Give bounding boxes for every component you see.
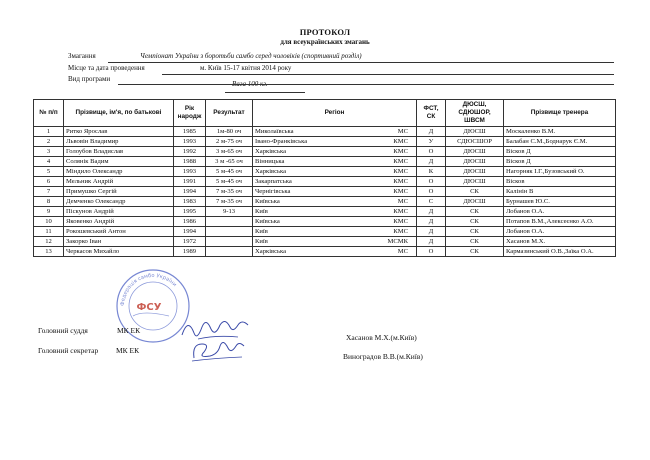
cell-school: СК	[446, 227, 504, 237]
cell-athlete-name: Ритко Ярослав	[64, 127, 174, 137]
sport-rank: КМС	[393, 207, 408, 215]
cell-fst: Д	[417, 237, 446, 247]
cell-athlete-name: Львовін Владимир	[64, 137, 174, 147]
cell-fst: С	[417, 197, 446, 207]
sport-rank: КМС	[393, 167, 408, 175]
cell-row-number: 11	[34, 227, 64, 237]
sport-rank: КМС	[393, 187, 408, 195]
cell-coach: Потапов В.М.,Алексеєнко А.О.	[504, 217, 616, 227]
cell-result	[206, 247, 253, 257]
weight-underline	[225, 92, 305, 93]
cell-birth-year: 1986	[174, 217, 206, 227]
program-underline	[118, 84, 614, 85]
region-name: Вінницька	[255, 157, 285, 165]
place-row	[68, 64, 292, 73]
cell-row-number: 2	[34, 137, 64, 147]
cell-birth-year: 1983	[174, 197, 206, 207]
place-value: м. Київ 15-17 квітня 2014 року	[200, 64, 292, 72]
program-value: Вага 100 кг.	[232, 80, 268, 88]
cell-result: 5 м-45 оч	[206, 177, 253, 187]
region-name: Київ	[255, 207, 268, 215]
cell-athlete-name: Демченко Олександр	[64, 197, 174, 207]
cell-result: 9-13	[206, 207, 253, 217]
competition-label: Змагання	[68, 52, 96, 60]
cell-birth-year: 1972	[174, 237, 206, 247]
cell-school: СК	[446, 207, 504, 217]
cell-row-number: 7	[34, 187, 64, 197]
table-row	[34, 127, 616, 137]
cell-birth-year: 1993	[174, 167, 206, 177]
program-label: Вид програми	[68, 75, 111, 83]
cell-school: ДЮСШ	[446, 177, 504, 187]
sport-rank: МС	[397, 197, 408, 205]
cell-coach: Лобанов О.А.	[504, 227, 616, 237]
region-name: Закарпатська	[255, 177, 292, 185]
cell-birth-year: 1994	[174, 187, 206, 197]
cell-result: 7 м-35 оч	[206, 187, 253, 197]
cell-coach: Кармазинський О.В.,Заїка О.А.	[504, 247, 616, 257]
cell-coach: Калінін В	[504, 187, 616, 197]
region-name: Київ	[255, 227, 268, 235]
cell-region	[253, 137, 417, 147]
region-name: Київська	[255, 197, 280, 205]
table-row	[34, 247, 616, 257]
cell-athlete-name: Рокошевський Антон	[64, 227, 174, 237]
cell-row-number: 8	[34, 197, 64, 207]
cell-fst: О	[417, 187, 446, 197]
cell-school: СК	[446, 217, 504, 227]
cell-birth-year: 1995	[174, 207, 206, 217]
cell-row-number: 3	[34, 147, 64, 157]
cell-result	[206, 227, 253, 237]
region-name: Івано-Франківська	[255, 137, 308, 145]
cell-row-number: 5	[34, 167, 64, 177]
cell-fst: Д	[417, 207, 446, 217]
cell-fst: У	[417, 137, 446, 147]
cell-region	[253, 167, 417, 177]
table-row	[34, 207, 616, 217]
cell-row-number: 12	[34, 237, 64, 247]
cell-athlete-name: Міндило Олександр	[64, 167, 174, 177]
sport-rank: МСМК	[387, 237, 408, 245]
cell-coach: Вісков	[504, 177, 616, 187]
cell-region	[253, 177, 417, 187]
sport-rank: КМС	[393, 137, 408, 145]
cell-coach: Бурнашев Ю.С.	[504, 197, 616, 207]
cell-school: ДЮСШ	[446, 127, 504, 137]
cell-result: 7 м-35 оч	[206, 197, 253, 207]
cell-fst: О	[417, 177, 446, 187]
cell-coach: Нагорняк І.Г.,Бузовський О.	[504, 167, 616, 177]
cell-school: СДЮСШОР	[446, 137, 504, 147]
stamp-center-text: ФСУ	[136, 302, 162, 313]
cell-region	[253, 237, 417, 247]
cell-school: СК	[446, 237, 504, 247]
chief-secretary-category: МК ЕК	[116, 346, 140, 355]
region-name: Харківська	[255, 147, 287, 155]
cell-birth-year: 1988	[174, 157, 206, 167]
cell-fst: О	[417, 247, 446, 257]
results-table	[33, 99, 616, 257]
cell-coach: Хасанов М.Х.	[504, 237, 616, 247]
program-row	[68, 75, 268, 88]
header-school: ДЮСШ, СДЮШОР, ШВСМ	[446, 100, 504, 127]
cell-fst: Д	[417, 127, 446, 137]
cell-region	[253, 127, 417, 137]
sport-rank: КМС	[393, 177, 408, 185]
cell-region	[253, 157, 417, 167]
cell-region	[253, 197, 417, 207]
table-row	[34, 197, 616, 207]
cell-region	[253, 247, 417, 257]
cell-birth-year: 1991	[174, 177, 206, 187]
cell-fst: Д	[417, 227, 446, 237]
cell-region	[253, 147, 417, 157]
sport-rank: КМС	[393, 217, 408, 225]
cell-row-number: 10	[34, 217, 64, 227]
table-row	[34, 237, 616, 247]
cell-row-number: 4	[34, 157, 64, 167]
cell-row-number: 6	[34, 177, 64, 187]
cell-result	[206, 237, 253, 247]
table-row	[34, 147, 616, 157]
chief-judge-category: МК ЕК	[117, 326, 141, 335]
sport-rank: МС	[397, 247, 408, 255]
header-coach: Прізвище тренера	[504, 100, 616, 127]
region-name: Миколаївська	[255, 127, 294, 135]
cell-coach: Балабан С.М.,Боднарук Є.М.	[504, 137, 616, 147]
sport-rank: КМС	[393, 157, 408, 165]
table-row	[34, 157, 616, 167]
cell-result	[206, 217, 253, 227]
cell-birth-year: 1985	[174, 127, 206, 137]
cell-region	[253, 187, 417, 197]
chief-judge-name: Хасанов М.Х.(м.Київ)	[346, 333, 417, 342]
region-name: Харківська	[255, 247, 287, 255]
cell-row-number: 9	[34, 207, 64, 217]
cell-athlete-name: Солянік Вадим	[64, 157, 174, 167]
header-fst: ФСТ, СК	[417, 100, 446, 127]
cell-row-number: 1	[34, 127, 64, 137]
header-result: Результат	[206, 100, 253, 127]
cell-region	[253, 227, 417, 237]
cell-region	[253, 217, 417, 227]
place-underline	[162, 74, 614, 75]
cell-athlete-name: Яковенко Андрій	[64, 217, 174, 227]
cell-birth-year: 1989	[174, 247, 206, 257]
chief-judge-label: Головний суддя	[38, 326, 88, 335]
cell-region	[253, 207, 417, 217]
competition-underline	[108, 62, 614, 63]
cell-athlete-name: Піскунов Андрій	[64, 207, 174, 217]
cell-school: ДЮСШ	[446, 157, 504, 167]
cell-result: 3 м-65 оч	[206, 147, 253, 157]
cell-fst: Д	[417, 217, 446, 227]
cell-athlete-name: Черкасов Михайло	[64, 247, 174, 257]
cell-coach: Лобанов О.А.	[504, 207, 616, 217]
cell-fst: О	[417, 147, 446, 157]
table-row	[34, 137, 616, 147]
cell-birth-year: 1993	[174, 137, 206, 147]
cell-fst: К	[417, 167, 446, 177]
table-header-row	[34, 100, 616, 127]
chief-secretary-label: Головний секретар	[38, 346, 99, 355]
cell-result: 1м-80 оч	[206, 127, 253, 137]
region-name: Харківська	[255, 167, 287, 175]
cell-coach: Вісков Д	[504, 157, 616, 167]
competition-row	[68, 52, 362, 61]
header-region: Регіон	[253, 100, 417, 127]
place-label: Місце та дата проведення	[68, 64, 145, 72]
chief-secretary-name: Виноградов В.В.(м.Київ)	[343, 352, 423, 361]
region-name: Київська	[255, 217, 280, 225]
cell-result: 2 м-75 оч	[206, 137, 253, 147]
document-title: ПРОТОКОЛ	[299, 27, 351, 37]
secretary-signature	[188, 336, 250, 364]
document-subtitle: для всеукраїнських змагань	[280, 38, 370, 46]
stamp-ring-text: Федерація самбо України	[119, 272, 178, 307]
cell-school: ДЮСШ	[446, 197, 504, 207]
cell-result: 3 м -65 оч	[206, 157, 253, 167]
sport-rank: КМС	[393, 227, 408, 235]
table-row	[34, 177, 616, 187]
cell-fst: Д	[417, 157, 446, 167]
cell-athlete-name: Закорко Іван	[64, 237, 174, 247]
table-row	[34, 227, 616, 237]
table-row	[34, 217, 616, 227]
table-row	[34, 187, 616, 197]
table-row	[34, 167, 616, 177]
cell-athlete-name: Голоубов Владислав	[64, 147, 174, 157]
region-name: Чернігівська	[255, 187, 291, 195]
cell-athlete-name: Примушко Сергій	[64, 187, 174, 197]
header-name: Прізвище, ім'я, по батькові	[64, 100, 174, 127]
cell-coach: Москаленко В.М.	[504, 127, 616, 137]
cell-athlete-name: Мельник Андрій	[64, 177, 174, 187]
cell-school: ДЮСШ	[446, 167, 504, 177]
cell-birth-year: 1992	[174, 147, 206, 157]
sport-rank: МС	[397, 127, 408, 135]
cell-school: СК	[446, 247, 504, 257]
sport-rank: КМС	[393, 147, 408, 155]
header-number: № п/п	[34, 100, 64, 127]
competition-value: Чемпіонат України з боротьби самбо серед чоловіків (спортивний розділ)	[140, 52, 362, 60]
cell-birth-year: 1994	[174, 227, 206, 237]
cell-result: 5 м-45 оч	[206, 167, 253, 177]
cell-coach: Вісков Д	[504, 147, 616, 157]
header-year: Рік народж	[174, 100, 206, 127]
cell-school: СК	[446, 187, 504, 197]
region-name: Київ	[255, 237, 268, 245]
cell-school: ДЮСШ	[446, 147, 504, 157]
cell-row-number: 13	[34, 247, 64, 257]
